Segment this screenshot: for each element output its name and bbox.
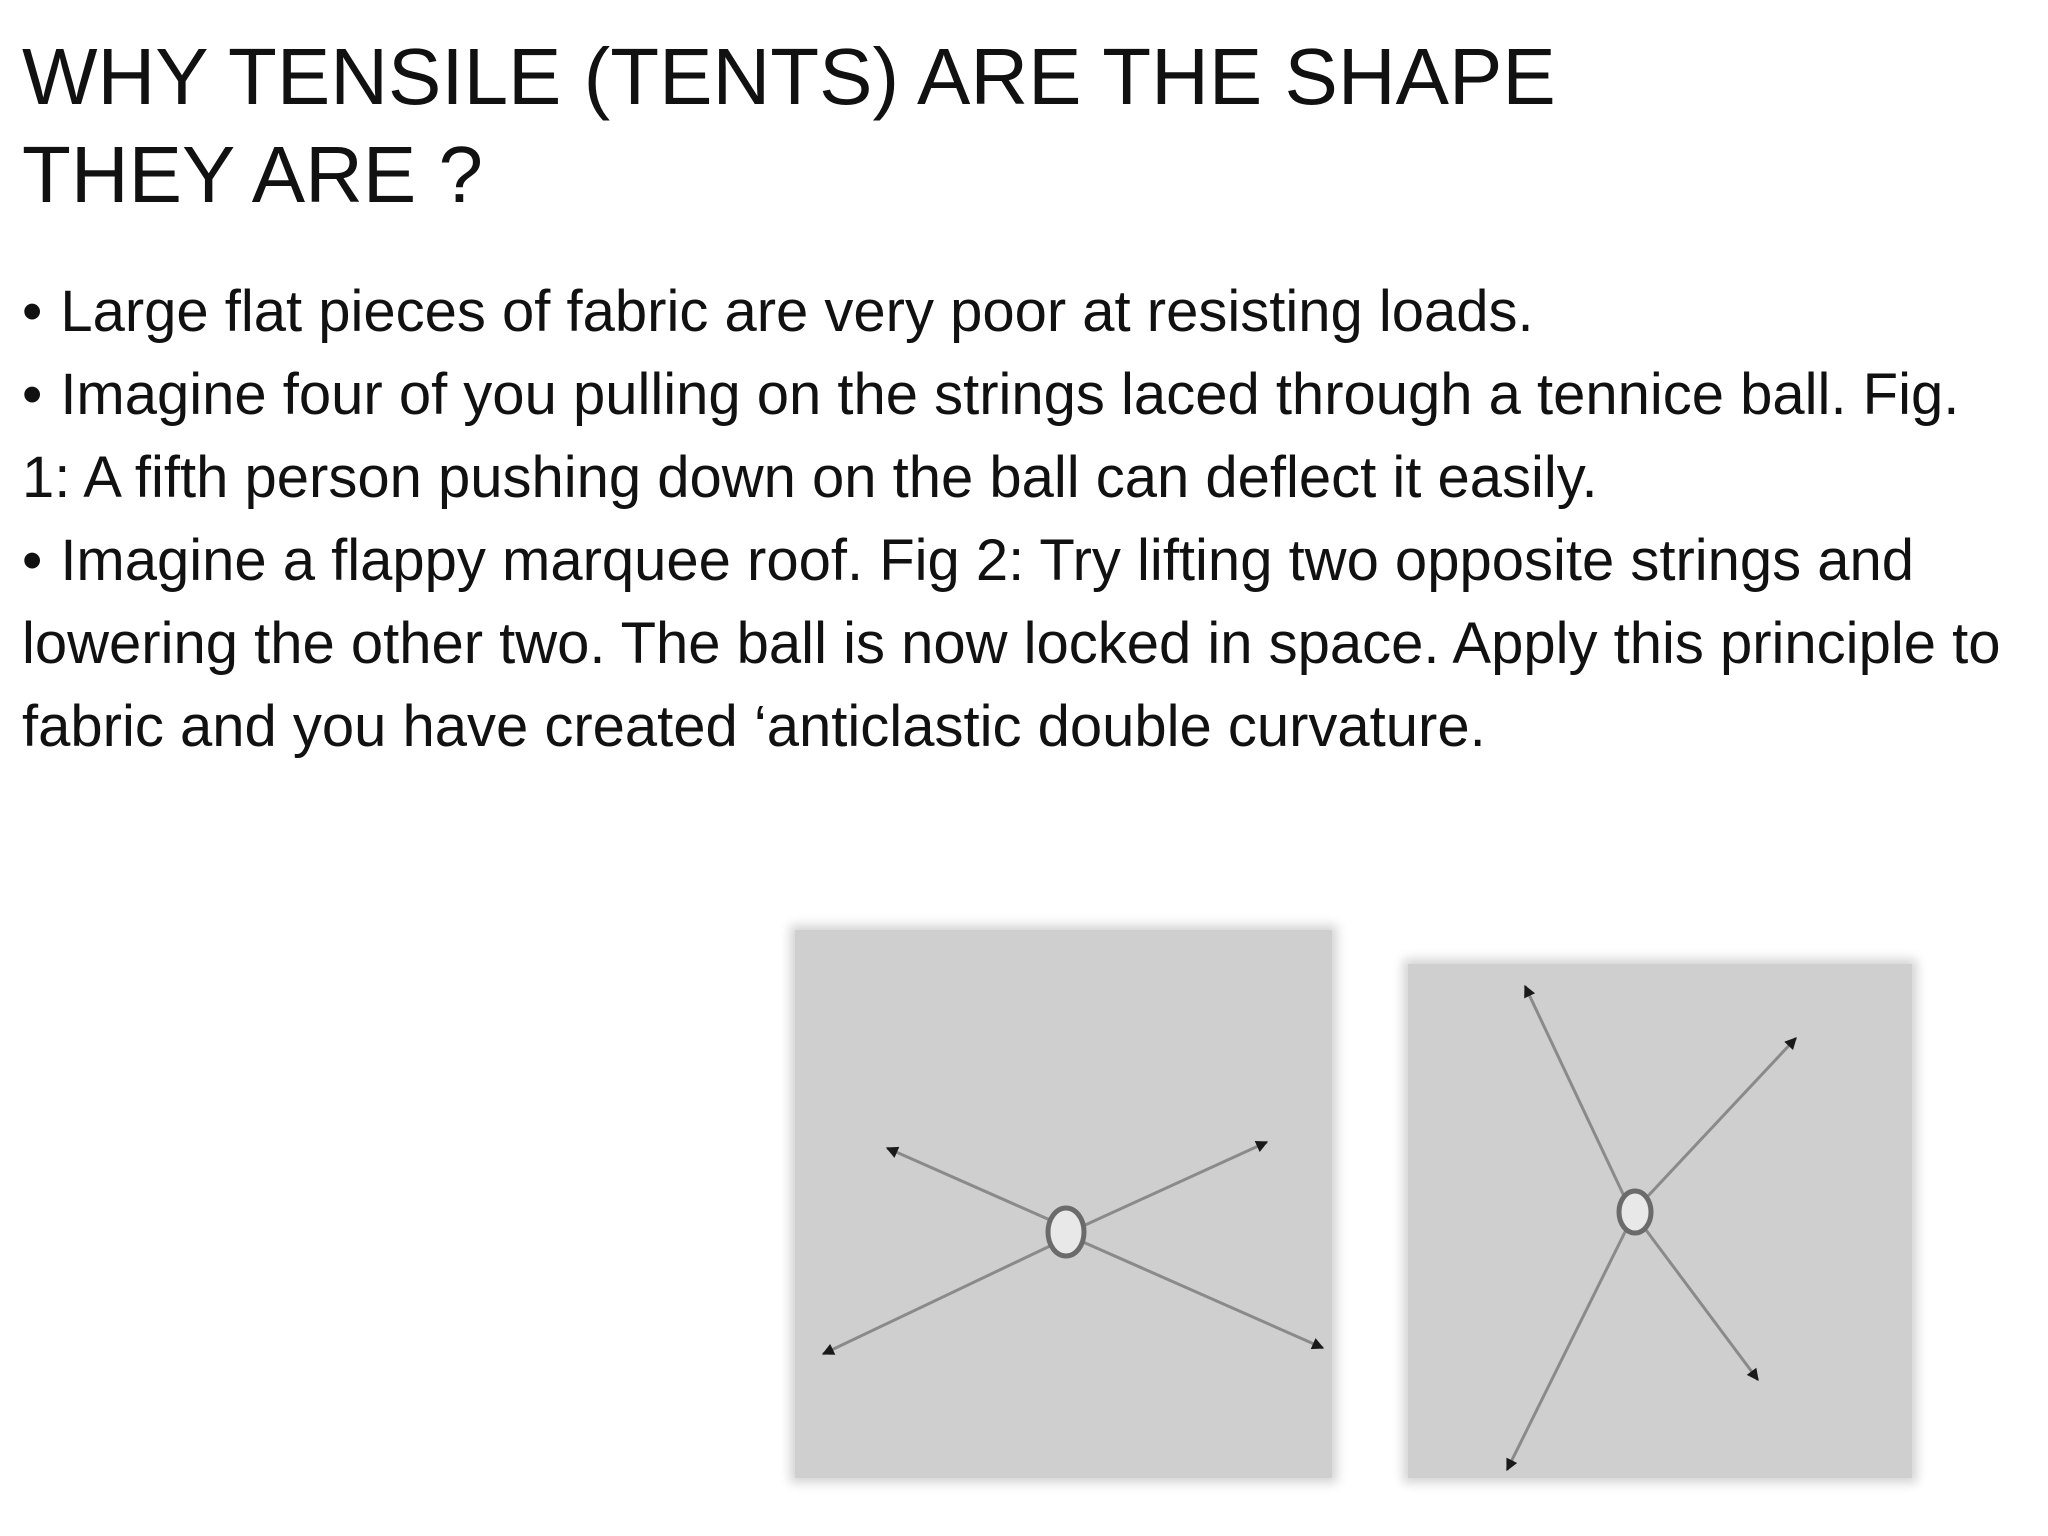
bullet-paragraph-2 xyxy=(22,353,2012,519)
bullet-glyph: • xyxy=(22,279,43,344)
slide-body xyxy=(22,270,2012,768)
figure-1 xyxy=(795,930,1332,1478)
string-lower-left xyxy=(823,1246,1050,1354)
bullet-paragraph-1 xyxy=(22,270,2012,353)
bullet-text-3: Imagine a flappy marquee roof. Fig 2: Try lifting two opposite strings and lowering the other two. The ball is now locked in space. Apply this principle to fabric and you have created ‘anticlastic double curvature. xyxy=(22,528,2001,759)
ball-icon xyxy=(1048,1208,1084,1256)
slide-title-line-2: THEY ARE ? xyxy=(22,130,483,219)
figure-2-drawing xyxy=(1408,964,1912,1478)
slide-title xyxy=(22,28,1722,224)
bullet-glyph: • xyxy=(22,528,43,593)
string-bottom-right xyxy=(1646,1230,1758,1380)
string-top-left xyxy=(1525,986,1624,1196)
slide-title-line-1: WHY TENSILE (TENTS) ARE THE SHAPE xyxy=(22,32,1556,121)
bullet-text-1: Large flat pieces of fabric are very poor at resisting loads. xyxy=(60,279,1534,344)
string-upper-left xyxy=(887,1148,1050,1220)
string-upper-right xyxy=(1083,1142,1267,1226)
string-bottom-left xyxy=(1507,1230,1626,1470)
string-lower-right xyxy=(1083,1242,1323,1348)
figure-1-drawing xyxy=(795,930,1332,1478)
string-top-right xyxy=(1648,1038,1796,1196)
bullet-glyph: • xyxy=(22,362,43,427)
bullet-paragraph-3 xyxy=(22,519,2012,768)
bullet-text-2: Imagine four of you pulling on the strings laced through a tennice ball. Fig. 1: A fifth person pushing down on the ball can deflect it easily. xyxy=(22,362,1960,510)
figure-2 xyxy=(1408,964,1912,1478)
ball-icon xyxy=(1619,1191,1651,1233)
